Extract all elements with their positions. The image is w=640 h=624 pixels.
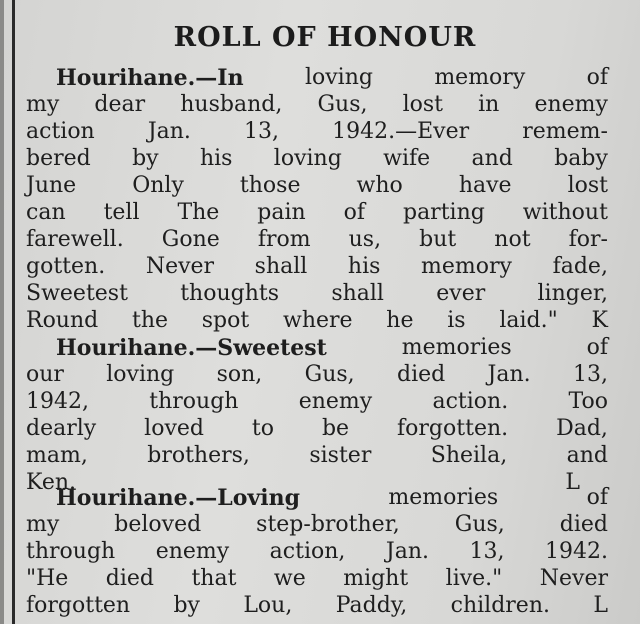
word: beloved [114, 512, 202, 537]
word: forgotten. [397, 416, 509, 441]
word: gotten. [26, 254, 106, 279]
notice-line [26, 199, 608, 227]
word: Gus, [454, 512, 505, 537]
word: linger, [537, 281, 608, 306]
word: Hourihane.—Loving [56, 485, 300, 511]
word: Never [539, 566, 608, 591]
word: his [199, 146, 233, 171]
word: fade, [552, 254, 608, 279]
word: loved [144, 416, 204, 441]
word: parting [402, 200, 485, 225]
word: enemy [298, 389, 373, 414]
word: loving [106, 362, 175, 387]
word: shall [331, 281, 384, 306]
notice-line [26, 415, 608, 443]
column-rule [12, 0, 15, 624]
word: where [282, 308, 353, 333]
word: and [471, 146, 513, 171]
word: dear [94, 92, 146, 117]
word: spot [201, 308, 250, 333]
word: loving [273, 146, 342, 171]
word: memory [421, 254, 512, 279]
word: 1942. [544, 539, 608, 564]
column-edge [0, 0, 4, 624]
word: be [321, 416, 350, 441]
word: of [343, 200, 366, 225]
notice-line [26, 91, 608, 119]
notice-line [26, 118, 608, 146]
word: for- [568, 227, 608, 252]
word: pain [257, 200, 306, 225]
word: Hourihane.—Sweetest [56, 335, 327, 361]
word: Paddy, [335, 593, 408, 618]
word: my [26, 512, 60, 537]
word: L [565, 470, 580, 495]
notice-line [56, 64, 608, 92]
word: Ken. [26, 470, 77, 495]
word: of [586, 335, 608, 360]
word: memory [434, 65, 526, 90]
notice-line [26, 307, 608, 335]
word: enemy [155, 539, 230, 564]
word: and [566, 443, 608, 468]
word: that [191, 566, 237, 591]
word: The [177, 200, 220, 225]
word: Never [145, 254, 215, 279]
word: Jan. [385, 539, 429, 564]
word: husband, [180, 92, 283, 117]
word: remem- [522, 119, 608, 144]
word: tell [103, 200, 140, 225]
word: thoughts [180, 281, 280, 306]
word: baby [554, 146, 608, 171]
word: K [591, 308, 608, 333]
word: step-brother, [256, 512, 400, 537]
word: through [149, 389, 239, 414]
word: can [26, 200, 66, 225]
word: "He [26, 566, 69, 591]
notice-line [26, 592, 608, 620]
notice-line [26, 538, 608, 566]
notice-line [26, 280, 608, 308]
word: wife [383, 146, 431, 171]
word: 13, [244, 119, 280, 144]
word: is [447, 308, 466, 333]
word: Jan. [147, 119, 191, 144]
notice-line [26, 361, 608, 389]
word: laid." [499, 308, 558, 333]
word: have [458, 173, 512, 198]
word: Too [568, 389, 608, 414]
word: without [522, 200, 608, 225]
word: my [26, 92, 60, 117]
word: Only [132, 173, 184, 198]
notice-line [56, 334, 608, 362]
word: died [559, 512, 608, 537]
word: Sheila, [430, 443, 508, 468]
word: bered [26, 146, 91, 171]
word: he [386, 308, 414, 333]
notice-line [56, 484, 608, 512]
word: live." [445, 566, 503, 591]
word: loving [304, 65, 373, 90]
word: the [131, 308, 169, 333]
word: son, [216, 362, 263, 387]
section-heading: ROLL OF HONOUR [173, 22, 477, 53]
word: us, [348, 227, 382, 252]
word: Dad, [556, 416, 608, 441]
word: action. [432, 389, 509, 414]
word: shall [254, 254, 308, 279]
word: by [132, 146, 159, 171]
word: mam, [26, 443, 88, 468]
word: memories [388, 485, 499, 510]
word: Gone [161, 227, 220, 252]
word: our [26, 362, 64, 387]
word: lost [402, 92, 444, 117]
word: those [239, 173, 301, 198]
word: of [586, 65, 608, 90]
word: might [343, 566, 409, 591]
word: to [251, 416, 275, 441]
word: 1942, [26, 389, 89, 414]
word: children. [450, 593, 550, 618]
word: action, [269, 539, 346, 564]
word: Jan. [487, 362, 531, 387]
word: we [273, 566, 306, 591]
word: Sweetest [26, 281, 128, 306]
notice-line [26, 511, 608, 539]
word: farewell. [26, 227, 124, 252]
word: died [105, 566, 155, 591]
word: lost [567, 173, 608, 198]
word: Gus, [317, 92, 368, 117]
word: died [396, 362, 446, 387]
word: action [26, 119, 95, 144]
word: L [593, 593, 608, 618]
notice-line [26, 145, 608, 173]
word: Gus, [304, 362, 355, 387]
word: enemy [534, 92, 608, 117]
notice-line [26, 442, 608, 470]
word: by [173, 593, 200, 618]
word: Lou, [243, 593, 293, 618]
word: sister [309, 443, 372, 468]
word: 1942.—Ever [332, 119, 470, 144]
notice-line [26, 565, 608, 593]
word: through [26, 539, 116, 564]
word: from [257, 227, 311, 252]
word: memories [401, 335, 512, 360]
word: his [347, 254, 381, 279]
word: in [478, 92, 500, 117]
word: ever [436, 281, 486, 306]
word: of [586, 485, 608, 510]
notice-line [26, 253, 608, 281]
word: who [356, 173, 403, 198]
word: dearly [26, 416, 97, 441]
notice-line [26, 172, 608, 200]
word: Round [26, 308, 99, 333]
notice-line [26, 388, 608, 416]
word: 13, [469, 539, 505, 564]
word: 13, [572, 362, 608, 387]
word: brothers, [147, 443, 250, 468]
word: not [494, 227, 531, 252]
word: Hourihane.—In [56, 65, 244, 91]
word: June [26, 173, 77, 198]
word: but [419, 227, 457, 252]
word: forgotten [26, 593, 131, 618]
notice-line [26, 226, 608, 254]
